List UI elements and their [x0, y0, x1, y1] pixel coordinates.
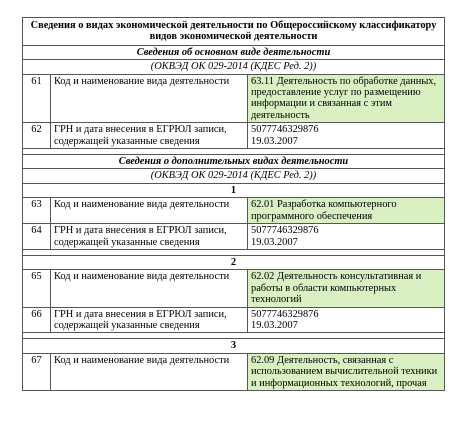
row-label: Код и наименование вида деятельности [51, 270, 248, 307]
row-number: 61 [23, 74, 51, 123]
group-index-row [23, 183, 445, 197]
row-number: 66 [23, 307, 51, 333]
row-number: 64 [23, 224, 51, 250]
row-number: 65 [23, 270, 51, 307]
row-label: ГРН и дата внесения в ЕГРЮЛ записи, содержащей указанные сведения [51, 123, 248, 149]
row-label: Код и наименование вида деятельности [51, 353, 248, 390]
row-value: 5077746329876 19.03.2007 [248, 307, 445, 333]
table-row [23, 307, 445, 333]
main-section-classifier: (ОКВЭД ОК 029-2014 (КДЕС Ред. 2)) [23, 60, 445, 74]
table-title: Сведения о видах экономической деятельности по Общероссийскому классификатору видов экономической деятельности [23, 18, 445, 46]
row-label: ГРН и дата внесения в ЕГРЮЛ записи, содержащей указанные сведения [51, 224, 248, 250]
row-label: ГРН и дата внесения в ЕГРЮЛ записи, содержащей указанные сведения [51, 307, 248, 333]
group-index-row [23, 339, 445, 353]
group-index: 2 [23, 255, 445, 269]
table-row [23, 353, 445, 390]
table-row [23, 270, 445, 307]
table-row [23, 198, 445, 224]
row-value: 5077746329876 19.03.2007 [248, 224, 445, 250]
group-index-row [23, 255, 445, 269]
row-value: 62.01 Разработка компьютерного программного обеспечения [248, 198, 445, 224]
table-row [23, 224, 445, 250]
table-row [23, 123, 445, 149]
classifier-row [23, 169, 445, 183]
section-heading-row [23, 155, 445, 169]
section-heading-row [23, 45, 445, 59]
row-value: 63.11 Деятельность по обработке данных, предоставление услуг по размещению информации и связанная с этим деятельность [248, 74, 445, 123]
table-title-row [23, 18, 445, 46]
group-index: 1 [23, 183, 445, 197]
main-section-heading: Сведения об основном виде деятельности [23, 45, 445, 59]
row-number: 63 [23, 198, 51, 224]
row-number: 67 [23, 353, 51, 390]
classifier-row [23, 60, 445, 74]
table-row [23, 74, 445, 123]
row-value: 62.09 Деятельность, связанная с использованием вычислительной техники и информационных технологий, прочая [248, 353, 445, 390]
row-label: Код и наименование вида деятельности [51, 74, 248, 123]
row-value: 62.02 Деятельность консультативная и работы в области компьютерных технологий [248, 270, 445, 307]
egrul-activities-table [22, 17, 445, 391]
additional-section-classifier: (ОКВЭД ОК 029-2014 (КДЕС Ред. 2)) [23, 169, 445, 183]
row-value: 5077746329876 19.03.2007 [248, 123, 445, 149]
group-index: 3 [23, 339, 445, 353]
additional-section-heading: Сведения о дополнительных видах деятельности [23, 155, 445, 169]
row-label: Код и наименование вида деятельности [51, 198, 248, 224]
row-number: 62 [23, 123, 51, 149]
